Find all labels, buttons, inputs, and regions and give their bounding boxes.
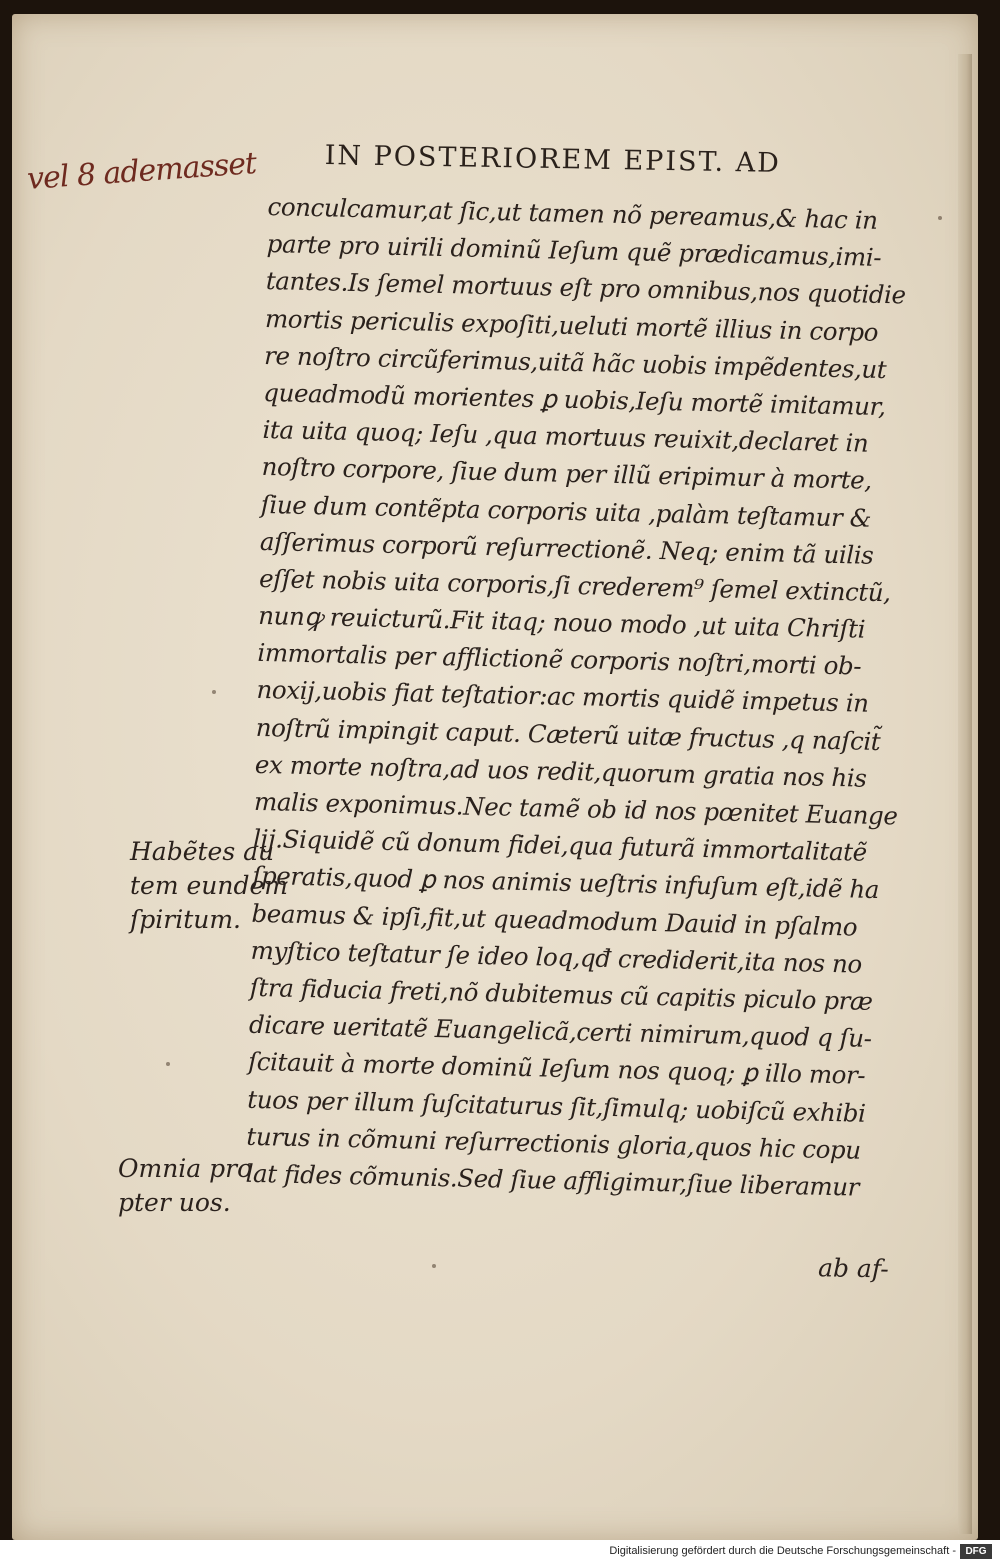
paper-speck — [938, 216, 942, 220]
paper-speck — [432, 1264, 436, 1268]
text-line: turus in cõmuni reſurrectionis gloria,quos hic copu — [246, 1121, 861, 1165]
text-line: noxij,uobis fiat teſtatior:ac mortis quidẽ impetus in — [256, 675, 869, 719]
footer-bar — [0, 1540, 1000, 1564]
text-line: myſtico teſtatur ſe ideo loq,qđ crediderit,ita nos no — [250, 935, 863, 979]
text-line: immortalis per afflictionẽ corporis noſtri,morti ob- — [257, 638, 862, 681]
text-line: ſperatis,quod ꝑ nos animis ueſtris infuſum eſt,idẽ ha — [252, 861, 880, 905]
paper-speck — [166, 1062, 170, 1066]
margin-note-omnia — [118, 1152, 268, 1220]
text-line: ſiue dum contẽpta corporis uita ,palàm teſtamur & — [260, 489, 872, 533]
margin-note-line: Habẽtes au — [130, 837, 275, 866]
text-line: re noſtro circũferimus,uitã hãc uobis impẽdentes,ut — [263, 340, 887, 384]
text-line: beamus & ipſi,fit,ut queadmodum Dauid in pſalmo — [251, 898, 858, 942]
text-line: tantes.Is ſemel mortuus eſt pro omnibus,nos quotidie — [265, 266, 906, 310]
text-line: parte pro uirili dominũ Ieſum quẽ prædicamus,imi- — [266, 229, 882, 273]
text-line: ita uita quoq; Ieſu ,qua mortuus reuixit,declaret in — [262, 415, 869, 458]
text-line: ex morte noſtra,ad uos redit,quorum gratia nos his — [254, 749, 867, 793]
text-line: noſtrũ impingit caput. Cæterũ uitæ fructus ,q naſcit̃ — [255, 712, 881, 756]
margin-note-line: pter uos. — [118, 1188, 231, 1217]
margin-note-habentes — [130, 835, 288, 937]
text-line: noſtro corpore, ſiue dum per illũ eripimur à morte, — [261, 452, 873, 496]
main-text-block — [245, 188, 936, 1207]
text-line: conculcamur,at ſic,ut tamen nõ pereamus,& hac in — [267, 191, 878, 235]
text-line: ſtra fiducia freti,nõ dubitemus cũ capitis piculo præ — [249, 972, 873, 1016]
catchword: ab af- — [817, 1253, 889, 1284]
text-line: dicare ueritatẽ Euangelicã,certi nimirum,quod q ſu- — [248, 1009, 872, 1054]
text-line: mortis periculis expoſiti,ueluti mortẽ illius in corpo — [264, 303, 879, 347]
margin-note-line: tem eundem — [130, 871, 288, 900]
text-line: lat fides cõmunis.Sed ſiue affligimur,ſiue liberamur — [245, 1158, 860, 1202]
margin-note-line: Omnia pro — [118, 1154, 253, 1183]
dfg-logo: DFG — [960, 1544, 992, 1559]
page-edge — [958, 54, 972, 1534]
text-line: aſſerimus corporũ reſurrectionẽ. Neq; enim tã uilis — [259, 526, 874, 570]
margin-note-line: ſpiritum. — [130, 905, 241, 934]
text-line: nunꝙ reuicturũ.Fit itaq; nouo modo ,ut uita Chriſti — [257, 600, 866, 644]
text-line: eſſet nobis uita corporis,ſi crederem⁹ ſemel extinctũ, — [258, 563, 891, 608]
running-head: IN POSTERIOREM EPIST. AD — [324, 140, 782, 179]
paper-speck — [212, 690, 216, 694]
footer-text: Digitalisierung gefördert durch die Deutsche Forschungsgemeinschaft - — [609, 1545, 956, 1557]
text-line: malis exponimus.Nec tamẽ ob id nos pœnitet Euange — [253, 786, 898, 831]
manuscript-note: vel 8 ademasset — [26, 146, 258, 197]
text-line: queadmodũ morientes ꝑ uobis,Ieſu mortẽ imitamur, — [263, 377, 886, 422]
text-line: tuos per illum ſuſcitaturus ſit,ſimulq; uobiſcũ exhibi — [247, 1084, 866, 1128]
text-line: lij.Siquidẽ cũ donum fidei,qua futurã immortalitatẽ — [252, 824, 868, 867]
text-line: ſcitauit à morte dominũ Ieſum nos quoq; ꝑ illo mor- — [247, 1047, 866, 1091]
